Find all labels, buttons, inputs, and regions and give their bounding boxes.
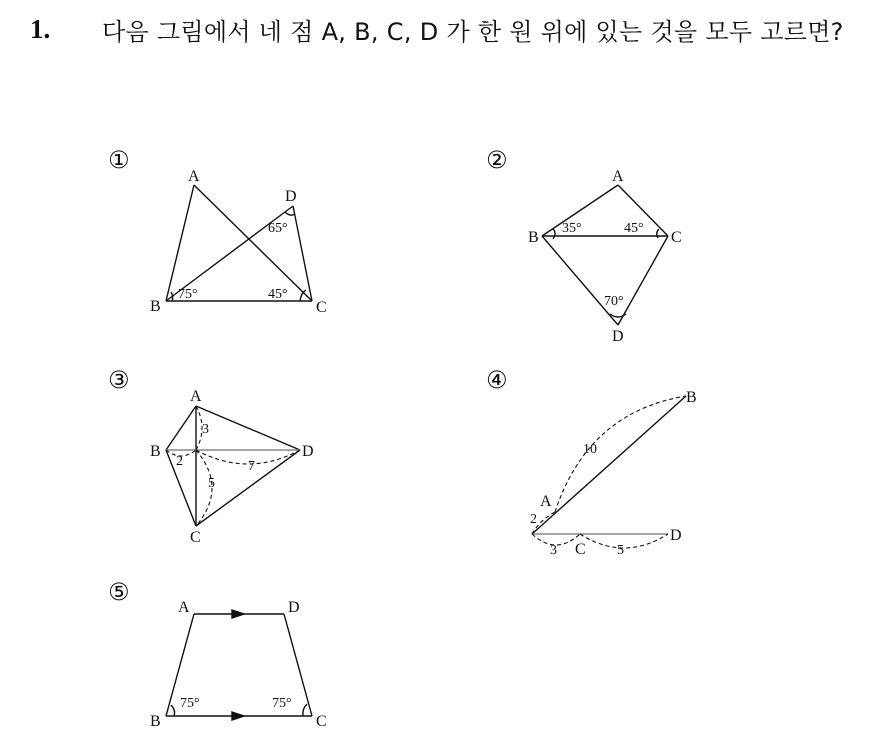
question-number: 1.	[30, 14, 51, 44]
fig2-point-c: C	[671, 229, 682, 246]
fig4-length-pc: 3	[550, 543, 557, 558]
fig4-point-c: C	[575, 541, 586, 558]
fig3-point-a: A	[190, 388, 202, 405]
fig1-angle-arc-c	[300, 290, 306, 301]
fig3-point-b: B	[150, 443, 161, 460]
fig4-point-a: A	[540, 493, 552, 510]
fig2-angle-b: 35°	[562, 221, 582, 236]
question-text: 다음 그림에서 네 점 A, B, C, D 가 한 원 위에 있는 것을 모두 고르면?	[102, 18, 844, 46]
option-2-label[interactable]: ②	[486, 146, 508, 174]
fig2-segment-bd	[542, 236, 618, 325]
fig5-point-c: C	[316, 713, 327, 730]
fig2-angle-arc-b	[553, 229, 555, 239]
fig5-angle-b: 75°	[180, 696, 200, 711]
fig1-angle-arc-d	[285, 212, 295, 215]
fig3-length-right: 7	[248, 459, 255, 474]
fig1-angle-b: 75°	[178, 287, 198, 302]
fig1-point-b: B	[150, 298, 161, 315]
fig1-point-a: A	[188, 168, 200, 185]
figure-3	[166, 406, 300, 526]
fig4-length-pa: 2	[530, 512, 537, 527]
fig4-length-ab: 10	[583, 442, 597, 457]
option-3-label[interactable]: ③	[108, 366, 130, 394]
fig1-angle-c: 45°	[268, 287, 288, 302]
fig1-segment-dc	[293, 206, 312, 301]
fig5-point-d: D	[288, 599, 300, 616]
fig2-point-a: A	[612, 168, 624, 185]
figure-3-measures	[166, 406, 300, 526]
fig2-angle-c: 45°	[624, 221, 644, 236]
option-4-label[interactable]: ④	[486, 366, 508, 394]
fig1-point-c: C	[316, 299, 327, 316]
fig3-length-down: 5	[208, 476, 215, 491]
fig2-point-d: D	[612, 328, 624, 345]
fig4-brace-cd	[580, 534, 668, 548]
fig4-point-b: B	[686, 389, 697, 406]
option-1-label[interactable]: ①	[108, 146, 130, 174]
fig1-point-d: D	[285, 188, 297, 205]
fig1-angle-d: 65°	[268, 221, 288, 236]
fig3-segment-da	[196, 406, 300, 450]
fig5-angle-arc-c	[303, 704, 307, 716]
fig4-segment-pb	[532, 396, 686, 534]
option-5-label[interactable]: ⑤	[108, 578, 130, 606]
figure-4-measures	[532, 396, 686, 548]
fig5-arrow-ad-icon	[232, 610, 244, 618]
fig2-segment-cd	[618, 236, 668, 325]
fig3-length-up: 3	[202, 422, 209, 437]
fig4-point-d: D	[670, 527, 682, 544]
fig5-angle-c: 75°	[272, 696, 292, 711]
fig5-arrow-bc-icon	[232, 712, 244, 720]
fig3-point-d: D	[302, 443, 314, 460]
figure-4	[532, 396, 686, 534]
fig5-point-a: A	[178, 599, 190, 616]
fig2-angle-d: 70°	[604, 294, 624, 309]
fig2-point-b: B	[528, 229, 539, 246]
fig3-length-left: 2	[176, 454, 183, 469]
fig3-segment-ab	[166, 406, 196, 450]
fig3-point-c: C	[190, 529, 201, 546]
fig5-point-b: B	[150, 713, 161, 730]
fig5-angle-arc-b	[171, 705, 175, 716]
fig4-length-cd: 5	[617, 543, 624, 558]
